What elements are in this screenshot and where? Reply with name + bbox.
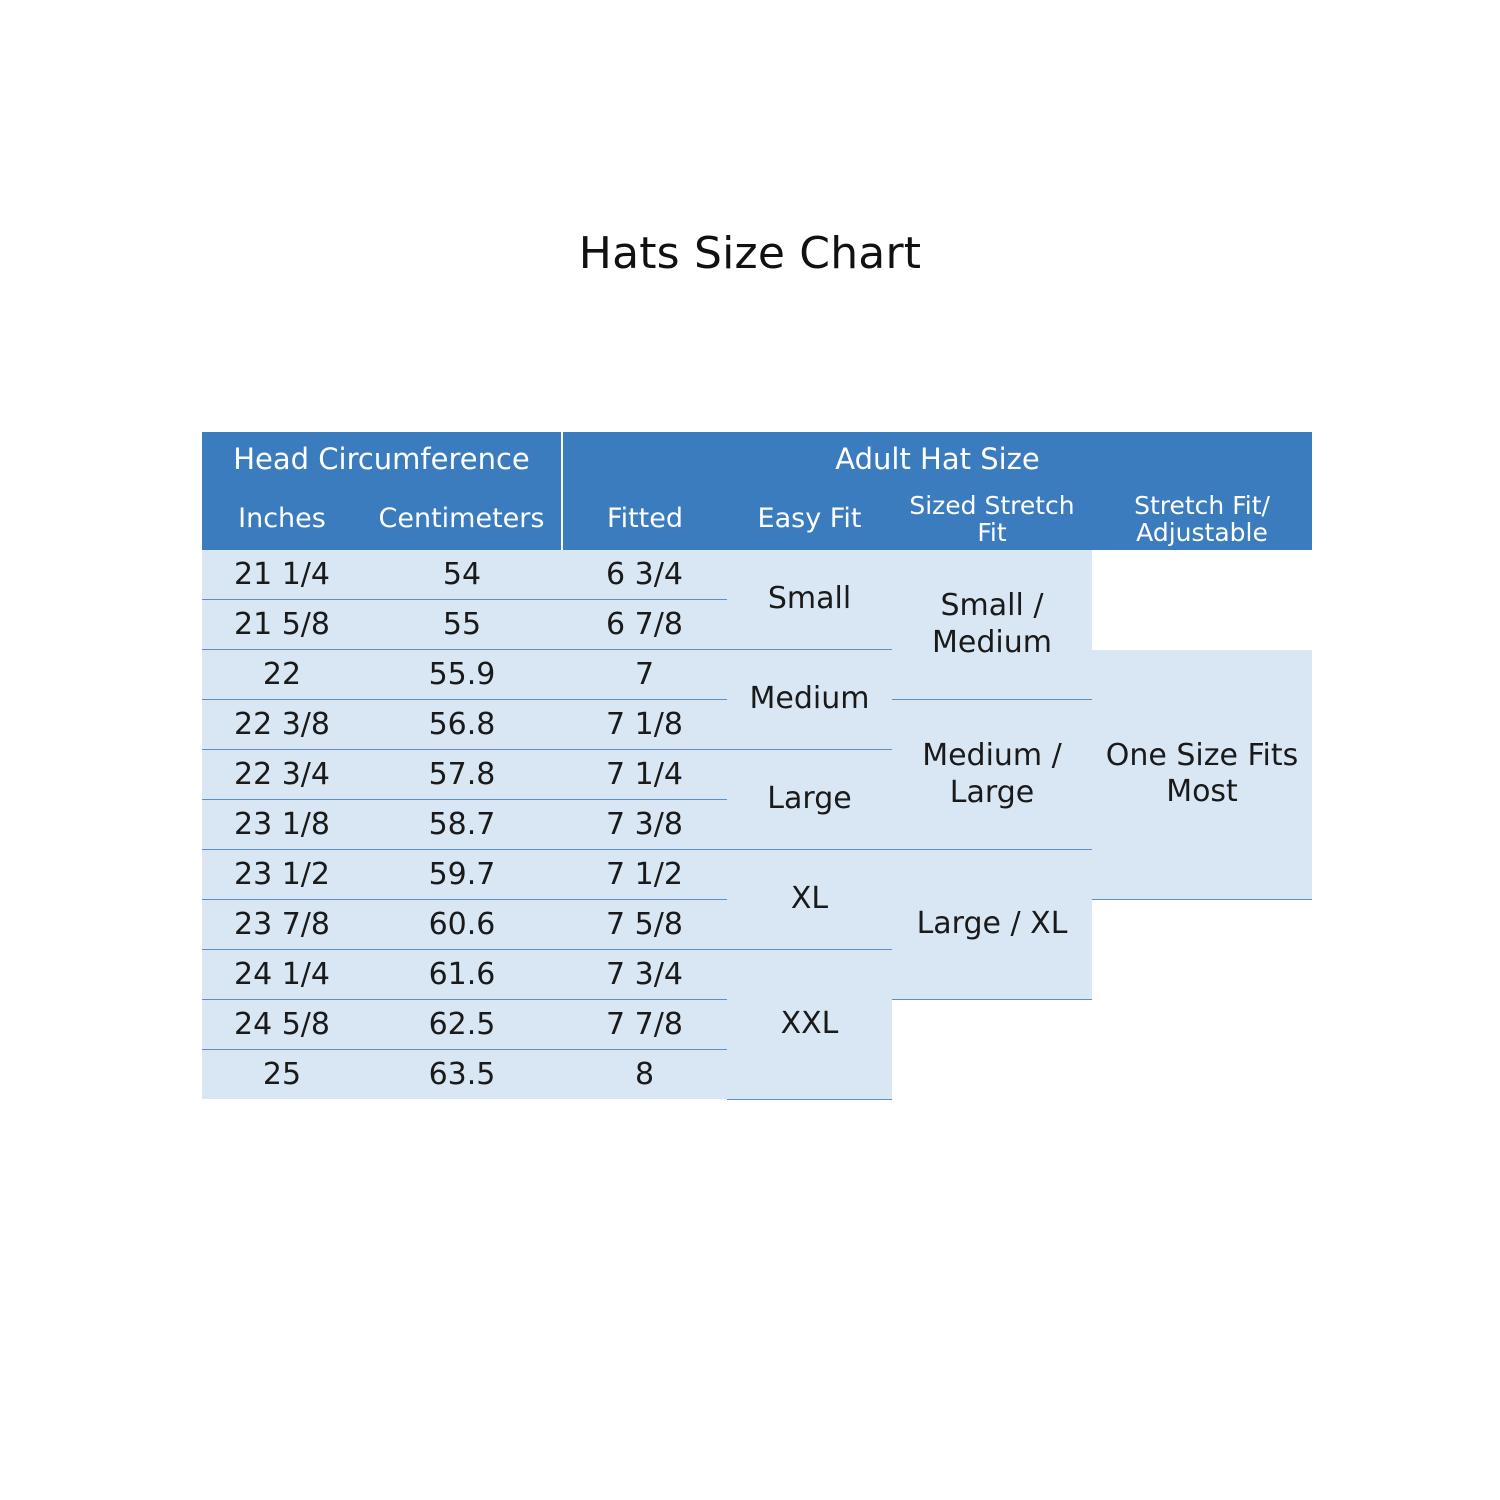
cell-fitted: 7 1/8 [562, 700, 727, 750]
table-group-header-row [202, 432, 1312, 487]
cell-fitted: 7 [562, 650, 727, 700]
cell-easy-fit-small: Small [727, 550, 892, 650]
cell-inches: 23 1/2 [202, 850, 362, 900]
cell-stretch-fit-one-size: One Size Fits Most [1092, 650, 1312, 900]
column-header-sized-stretch-fit: Sized Stretch Fit [892, 487, 1092, 550]
column-header-easy-fit: Easy Fit [727, 487, 892, 550]
page-title: Hats Size Chart [578, 228, 922, 279]
column-header-centimeters: Centimeters [362, 487, 562, 550]
cell-fitted: 6 7/8 [562, 600, 727, 650]
cell-inches: 23 1/8 [202, 800, 362, 850]
size-table [202, 432, 1312, 1100]
cell-centimeters: 60.6 [362, 900, 562, 950]
cell-centimeters: 56.8 [362, 700, 562, 750]
cell-fitted: 7 1/4 [562, 750, 727, 800]
cell-inches: 22 3/8 [202, 700, 362, 750]
cell-sized-stretch-small-medium: Small / Medium [892, 550, 1092, 700]
cell-centimeters: 54 [362, 550, 562, 600]
table-body [202, 550, 1312, 1099]
cell-stretch-fit-empty-bottom [1092, 900, 1312, 1100]
cell-fitted: 8 [562, 1050, 727, 1100]
cell-centimeters: 61.6 [362, 950, 562, 1000]
cell-inches: 24 1/4 [202, 950, 362, 1000]
table-column-header-row [202, 487, 1312, 550]
column-header-inches: Inches [202, 487, 362, 550]
cell-sized-stretch-empty-bottom [892, 1000, 1092, 1100]
cell-centimeters: 62.5 [362, 1000, 562, 1050]
cell-easy-fit-large: Large [727, 750, 892, 850]
cell-fitted: 7 1/2 [562, 850, 727, 900]
column-header-stretch-fit-adjustable: Stretch Fit/ Adjustable [1092, 487, 1312, 550]
cell-sized-stretch-medium-large: Medium / Large [892, 700, 1092, 850]
cell-easy-fit-xl: XL [727, 850, 892, 950]
cell-centimeters: 55 [362, 600, 562, 650]
cell-inches: 22 3/4 [202, 750, 362, 800]
cell-inches: 21 5/8 [202, 600, 362, 650]
cell-inches: 24 5/8 [202, 1000, 362, 1050]
cell-easy-fit-medium: Medium [727, 650, 892, 750]
cell-centimeters: 57.8 [362, 750, 562, 800]
cell-fitted: 7 3/8 [562, 800, 727, 850]
cell-inches: 22 [202, 650, 362, 700]
cell-fitted: 6 3/4 [562, 550, 727, 600]
group-header-adult-hat-size: Adult Hat Size [562, 432, 1312, 487]
cell-centimeters: 58.7 [362, 800, 562, 850]
table-row [202, 550, 1312, 600]
hats-size-chart [202, 432, 1312, 1100]
group-header-head-circumference: Head Circumference [202, 432, 562, 487]
cell-easy-fit-xxl: XXL [727, 950, 892, 1100]
cell-fitted: 7 3/4 [562, 950, 727, 1000]
cell-fitted: 7 5/8 [562, 900, 727, 950]
table-header [202, 432, 1312, 550]
cell-centimeters: 55.9 [362, 650, 562, 700]
cell-sized-stretch-large-xl: Large / XL [892, 850, 1092, 1000]
cell-fitted: 7 7/8 [562, 1000, 727, 1050]
cell-stretch-fit-empty-top [1092, 550, 1312, 650]
table-row [202, 650, 1312, 700]
cell-centimeters: 59.7 [362, 850, 562, 900]
column-header-fitted: Fitted [562, 487, 727, 550]
cell-inches: 25 [202, 1050, 362, 1100]
cell-inches: 21 1/4 [202, 550, 362, 600]
cell-inches: 23 7/8 [202, 900, 362, 950]
cell-centimeters: 63.5 [362, 1050, 562, 1100]
